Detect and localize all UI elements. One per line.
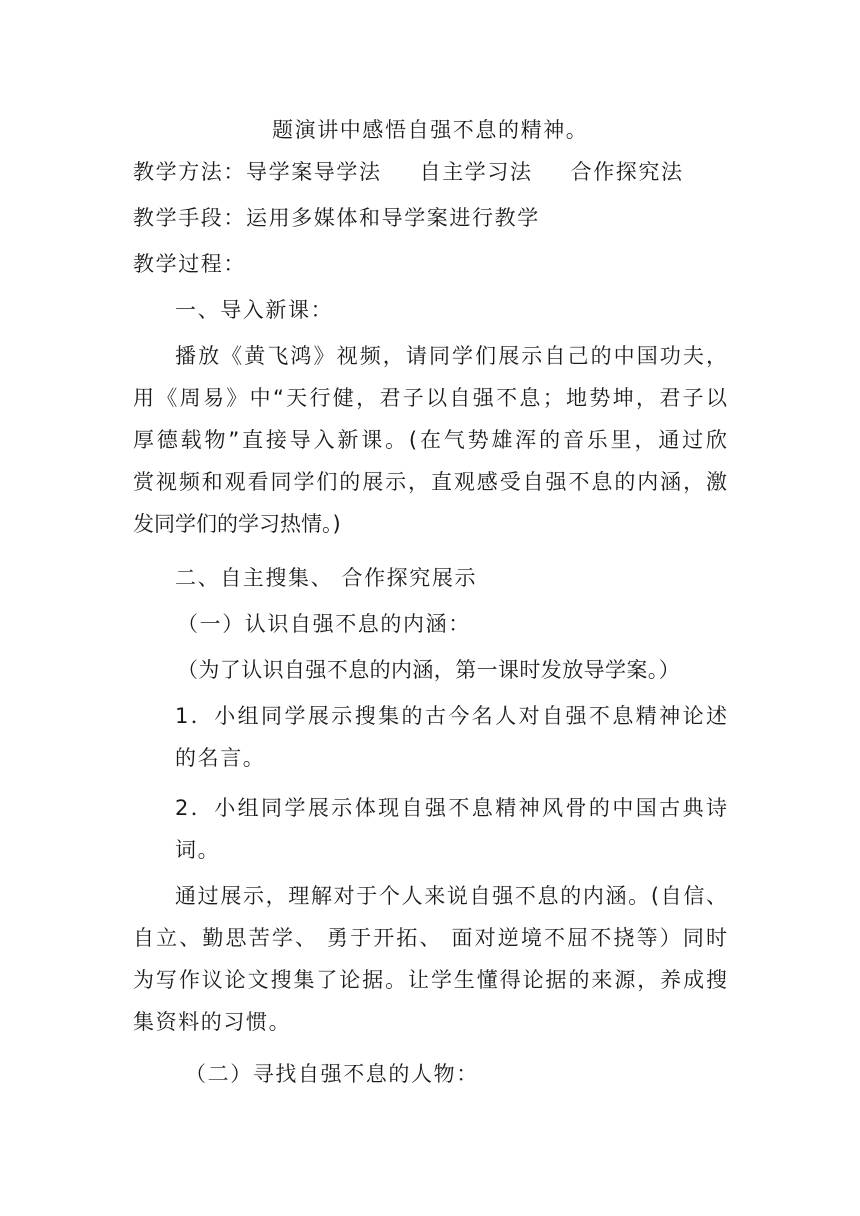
teaching-methods-label: 教学方法： — [133, 160, 246, 184]
subsection-heading-connotation: （一）认识自强不息的内涵： — [177, 612, 471, 636]
paragraph-intro-line-5: 发同学们的学习热情。) — [133, 512, 341, 536]
section-heading-explore: 二、自主搜集、 合作探究展示 — [175, 566, 478, 590]
list-item-1-line-1: 1．小组同学展示搜集的古今名人对自强不息精神论述 — [175, 704, 727, 728]
paragraph-intro-line-3: 厚德载物”直接导入新课。(在气势雄浑的音乐里，通过欣 — [133, 428, 727, 452]
teaching-methods-line — [133, 157, 684, 187]
method-cooperative-inquiry: 合作探究法 — [570, 160, 684, 184]
paragraph-intro-line-2: 用《周易》中“天行健，君子以自强不息；地势坤，君子以 — [133, 386, 727, 410]
method-self-study: 自主学习法 — [419, 160, 533, 184]
paragraph-summary-line-4: 集资料的习惯。 — [133, 1010, 292, 1034]
method-guided-learning: 导学案导学法 — [246, 160, 382, 184]
list-item-2-line-1: 2．小组同学展示体现自强不息精神风骨的中国古典诗 — [175, 796, 727, 820]
paragraph-summary-line-1: 通过展示，理解对于个人来说自强不息的内涵。(自信、 — [175, 884, 727, 908]
subsection-note: （为了认识自强不息的内涵，第一课时发放导学案。） — [177, 658, 681, 682]
section-heading-intro: 一、导入新课： — [175, 298, 334, 322]
paragraph-summary-line-2: 自立、勤思苦学、 勇于开拓、 面对逆境不屈不挠等）同时 — [133, 926, 727, 950]
paragraph-intro-line-1: 播放《黄飞鸿》视频，请同学们展示自己的中国功夫， — [175, 344, 727, 368]
paragraph-summary-line-3: 为写作议论文搜集了论据。让学生懂得论据的来源，养成搜 — [133, 968, 727, 992]
paragraph-intro-line-4: 赏视频和观看同学们的展示，直观感受自强不息的内涵，激 — [133, 470, 727, 494]
list-item-2-line-2: 词。 — [175, 838, 221, 862]
text-line-intro-end: 题演讲中感悟自强不息的精神。 — [272, 118, 589, 142]
list-item-1-line-2: 的名言。 — [175, 746, 266, 770]
teaching-process-heading: 教学过程： — [133, 252, 246, 276]
teaching-means-line: 教学手段：运用多媒体和导学案进行教学 — [133, 206, 540, 230]
subsection-heading-figures: （二）寻找自强不息的人物： — [185, 1062, 479, 1086]
